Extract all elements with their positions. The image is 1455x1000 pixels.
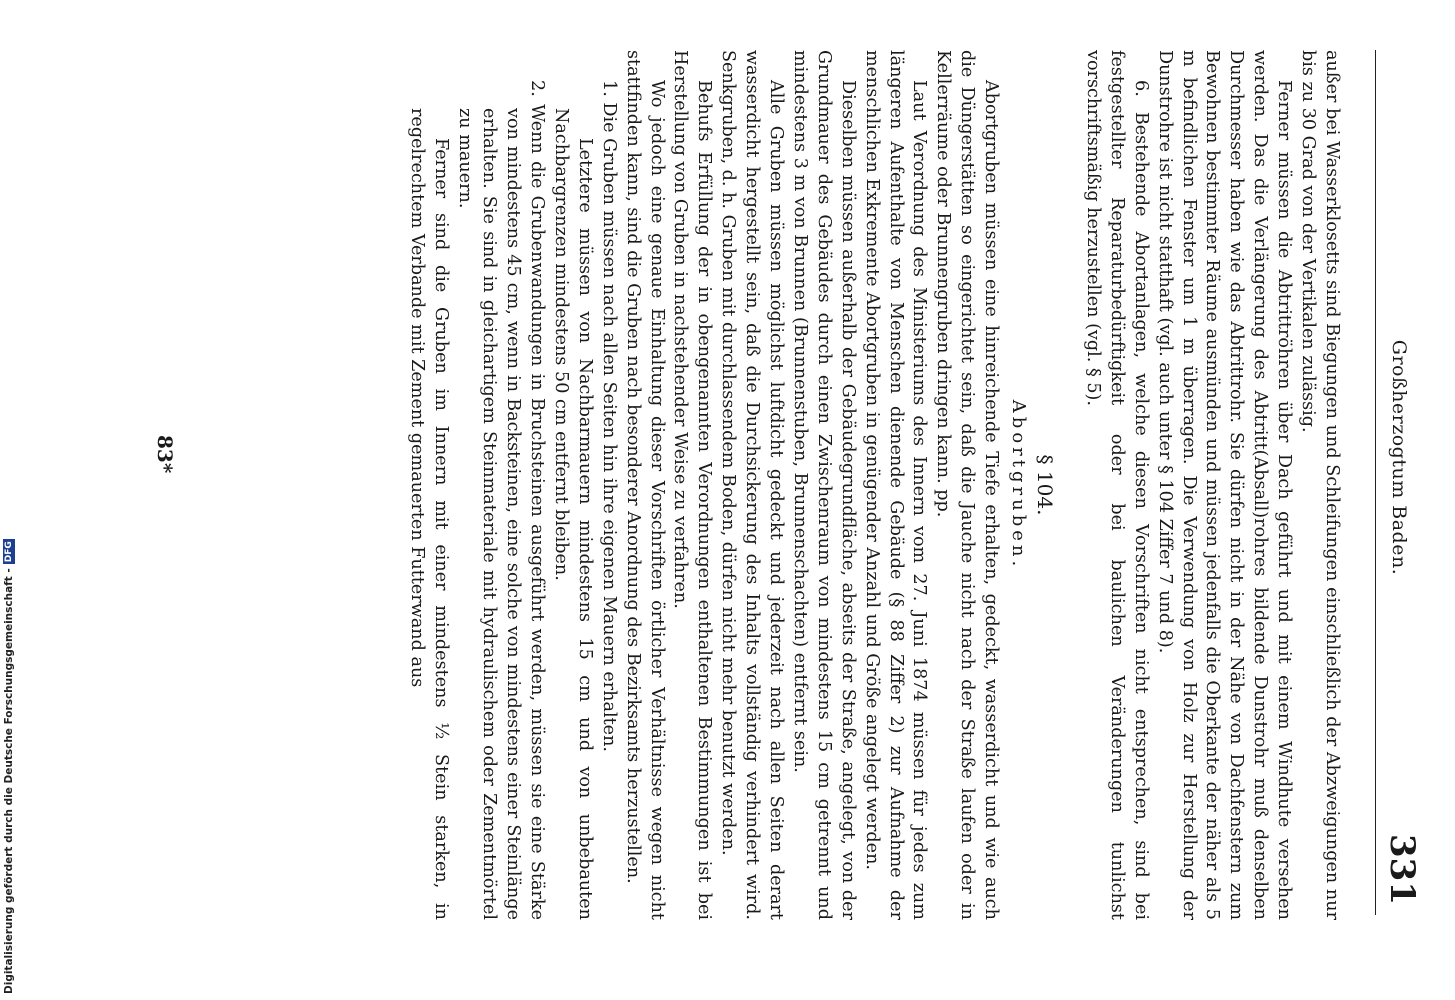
section-title: Abortgruben.: [1008, 399, 1030, 571]
paragraph: Abortgruben müssen eine hinreichende Tiefe erhalten, gedeckt, wasserdicht und wie auch die Düngerstätten so eingerichtet sein, daß die Jauche nicht nach der Straße laufen oder in Kellerräume oder Brunnengruben dringen kann. pp.: [933, 50, 1002, 920]
paragraph: Behufs Erfüllung der in obengenannten Verordnungen enthaltenen Bestimmungen ist bei Herstellung von Gruben in nachstehender Weise zu verfahren.: [670, 50, 715, 920]
page-header: [1374, 50, 1422, 905]
paragraph: außer bei Wasserklosetts sind Biegungen und Schleifungen einschließlich der Abzweigungen nur bis zu 30 Grad von der Vertikalen zulässig.: [1298, 50, 1342, 920]
list-item-continuation: Letztere müssen von Nachbarmauern mindestens 15 cm und von unbebauten Nachbargrenzen mindestens 50 cm entfernt bleiben.: [550, 108, 595, 920]
digitization-credit: [2, 541, 16, 994]
credit-text: Digitalisierung gefördert durch die Deutsche Forschungsgemeinschaft -: [3, 568, 15, 994]
list-item: [452, 50, 548, 920]
header-rule: [1375, 50, 1376, 915]
list-item: [596, 50, 620, 920]
paragraph: Wo jedoch eine genaue Einhaltung dieser Vorschriften örtlicher Verhältnisse wegen nicht stattfinden kann, sind die Gruben nach besonderer Anordnung des Bezirksamts herzustellen.: [622, 50, 667, 920]
page-number: 331: [1382, 834, 1422, 905]
paragraph: Laut Verordnung des Ministeriums des Innern vom 27. Juni 1874 müssen für jedes zum längeren Aufenthalte von Menschen dienende Gebäude (§ 88 Ziffer 2) zur Aufnahme der menschlichen Exkremente Abortgruben in genügender Anzahl und Größe angelegt werden.: [861, 50, 930, 920]
running-head: Großherzogtum Baden.: [1388, 339, 1410, 576]
page-content: [183, 50, 1343, 920]
item-text: Die Gruben müssen nach allen Seiten hin ihre eigenen Mauern erhalten.: [598, 102, 619, 752]
printer-signature: 83*: [153, 435, 177, 474]
paragraph: Alle Gruben müssen möglichst luftdicht gedeckt und jederzeit nach allen Seiten derart wasserdicht hergestellt sein, daß die Durchsickerung des Inhalts vollständig verhindert wird. Senkgruben, d. h. Gruben mit durchlassendem Boden, dürfen nicht mehr benutzt werden.: [718, 50, 787, 920]
item-number: 1.: [598, 80, 619, 97]
section-number: § 104.: [1033, 454, 1058, 516]
paragraph: Ferner müssen die Abtrittröhren über Dach geführt und mit einem Windhute versehen werden. Das die Verlängerung des Abtritt(Absall)rohres bildende Dunstrohr muß denselben Durchmesser haben wie das Abtrittrohr. Sie dürfen nicht in der Nähe von Dachfenstern zum Bewohnen bestimmter Räume ausmünden und müssen jedenfalls die Oberkante der näher als 5 m befindlichen Fenster um 1 m überragen. Die Verwendung von Holz zur Herstellung der Dunstrohre ist nicht statthaft (vgl. auch unter § 104 Ziffer 7 und 8).: [1154, 50, 1295, 920]
dfg-logo: DFG: [4, 541, 14, 563]
paragraph: 6. Bestehende Abortanlagen, welche diesen Vorschriften nicht entsprechen, sind bei festgestellter Reparaturbedürftigkeit oder bei baulichen Veränderungen tunlichst vorschriftsmäßig herzustellen (vgl. § 5).: [1082, 50, 1151, 920]
list-item-continuation: Ferner sind die Gruben im Innern mit einer mindestens ½ Stein starken, in regelrechtem Verbande mit Zement gemauerten Futterwand aus: [407, 108, 452, 920]
item-text: Wenn die Grubenwandungen in Bruchsteinen ausgeführt werden, müssen sie eine Stärke von mindestens 45 cm, wenn in Backsteinen, eine solche von mindestens einer Steinlänge erhalten. Sie sind in gleichartigem Steinmateriale mit hydraulischem oder Zementmörtel zu mauern.: [455, 104, 547, 920]
item-number: 2.: [527, 80, 547, 97]
paragraph: Dieselben müssen außerhalb der Gebäudegrundfläche, abseits der Straße, angelegt, von der Grundmauer des Gebäudes durch einen Zwischenraum von mindestens 15 cm getrennt und mindestens 3 m von Brunnen (Brunnenstuben, Brunnenschachten) entfernt sein.: [789, 50, 858, 920]
